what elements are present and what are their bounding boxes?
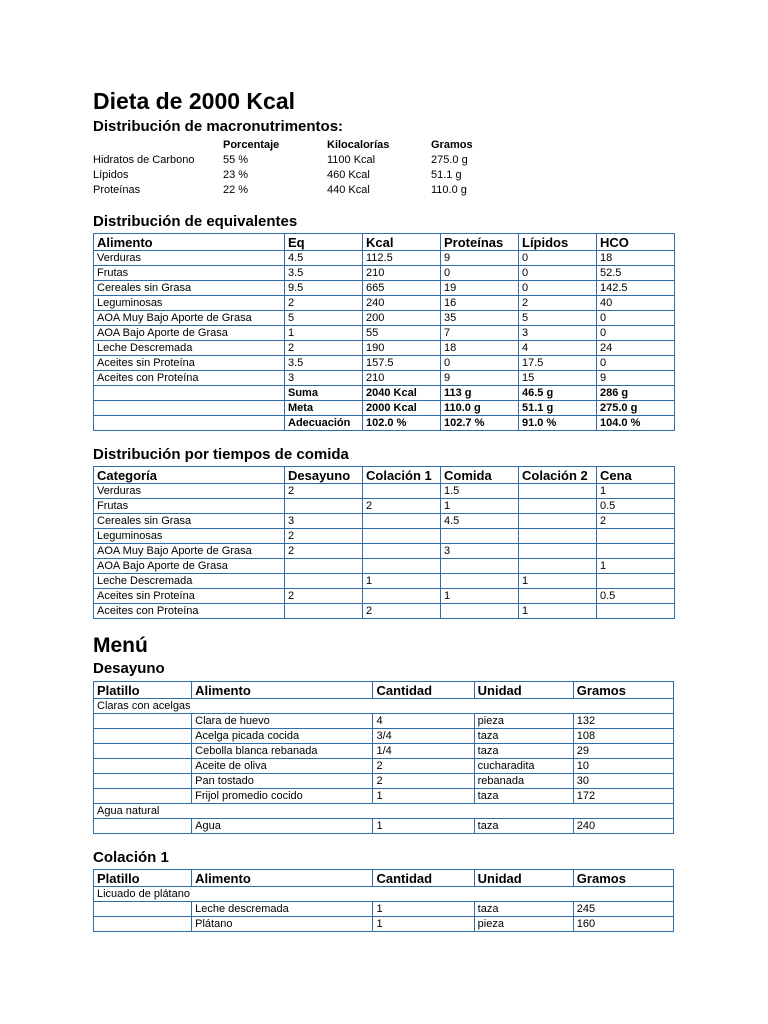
dish-name: Agua natural (94, 804, 674, 819)
meals-row (94, 544, 675, 559)
food-row-cell (94, 774, 192, 789)
meals-row-cell: 2 (285, 529, 363, 544)
meals-row-cell: 1 (597, 484, 675, 499)
equiv-summary-row (94, 416, 675, 431)
menu-header-cell: Cantidad (373, 682, 474, 699)
meals-row-cell (441, 559, 519, 574)
meals-row-cell (363, 544, 441, 559)
equiv-row-cell: 9 (597, 371, 675, 386)
food-row-cell (94, 744, 192, 759)
equiv-row-cell: Leguminosas (94, 296, 285, 311)
meals-row-cell: 1 (519, 574, 597, 589)
food-row-cell: 29 (573, 744, 673, 759)
dish-row (94, 699, 674, 714)
meals-row-cell: AOA Bajo Aporte de Grasa (94, 559, 285, 574)
equiv-row-cell: 55 (363, 326, 441, 341)
food-row-cell: 1 (373, 917, 474, 932)
meals-row (94, 559, 675, 574)
food-row-cell: 4 (373, 714, 474, 729)
equiv-row-cell: 9.5 (285, 281, 363, 296)
equiv-row (94, 251, 675, 266)
food-row-cell: 1/4 (373, 744, 474, 759)
meals-row-cell (363, 529, 441, 544)
meals-heading: Distribución por tiempos de comida (93, 446, 349, 463)
equiv-summary-row-cell: 275.0 g (597, 401, 675, 416)
macro-header-cell (93, 137, 223, 152)
meals-row-cell: Aceites sin Proteína (94, 589, 285, 604)
meals-row-cell: 2 (285, 484, 363, 499)
equiv-row-cell: AOA Bajo Aporte de Grasa (94, 326, 285, 341)
equiv-header-cell: Lípidos (519, 234, 597, 251)
food-row-cell (94, 729, 192, 744)
meals-row-cell: 1 (519, 604, 597, 619)
food-row-cell: Leche descremada (192, 902, 373, 917)
meals-row-cell (519, 544, 597, 559)
food-row-cell (94, 714, 192, 729)
macro-row-cell: 23 % (223, 168, 249, 181)
equiv-row-cell: Cereales sin Grasa (94, 281, 285, 296)
food-row-cell: taza (474, 902, 573, 917)
menu-header-cell: Unidad (474, 682, 573, 699)
food-row-cell: Aceite de oliva (192, 759, 373, 774)
food-row (94, 759, 674, 774)
food-row (94, 789, 674, 804)
meals-row-cell: 2 (363, 604, 441, 619)
macro-row-cell: 55 % (223, 153, 249, 166)
menu-header-cell: Unidad (474, 870, 573, 887)
equiv-header-cell: HCO (597, 234, 675, 251)
meals-row-cell: 2 (285, 544, 363, 559)
colacion1-header-row (94, 870, 674, 887)
meals-row-cell (597, 574, 675, 589)
equiv-row (94, 266, 675, 281)
meals-row (94, 484, 675, 499)
food-row (94, 917, 674, 932)
colacion1-heading: Colación 1 (93, 849, 169, 866)
equiv-row (94, 341, 675, 356)
meals-header-cell: Comida (441, 467, 519, 484)
food-row-cell: 2 (373, 774, 474, 789)
menu-header-cell: Platillo (94, 870, 192, 887)
meals-row-cell (285, 604, 363, 619)
equiv-row-cell: 210 (363, 371, 441, 386)
equiv-row (94, 296, 675, 311)
equiv-row-cell: Aceites sin Proteína (94, 356, 285, 371)
equiv-row-cell: 0 (519, 251, 597, 266)
food-row-cell: 1 (373, 902, 474, 917)
equiv-row-cell: 3.5 (285, 266, 363, 281)
macro-row-cell: Hidratos de Carbono (93, 153, 195, 166)
food-row-cell (94, 759, 192, 774)
desayuno-heading: Desayuno (93, 660, 165, 677)
equiv-row-cell: 2 (519, 296, 597, 311)
equiv-header-cell: Alimento (94, 234, 285, 251)
meals-row-cell: 1.5 (441, 484, 519, 499)
meals-row (94, 574, 675, 589)
food-row-cell: taza (474, 789, 573, 804)
menu-header-cell: Platillo (94, 682, 192, 699)
meals-row-cell: Cereales sin Grasa (94, 514, 285, 529)
meals-row (94, 589, 675, 604)
equiv-row-cell: 157.5 (363, 356, 441, 371)
equiv-row-cell: 210 (363, 266, 441, 281)
equiv-row-cell: 3 (519, 326, 597, 341)
food-row (94, 902, 674, 917)
equiv-row-cell: Leche Descremada (94, 341, 285, 356)
menu-header-cell: Alimento (192, 870, 373, 887)
equiv-row-cell: 190 (363, 341, 441, 356)
equiv-summary-row-cell (94, 416, 285, 431)
desayuno-header-row (94, 682, 674, 699)
food-row (94, 819, 674, 834)
meals-row-cell: AOA Muy Bajo Aporte de Grasa (94, 544, 285, 559)
food-row-cell: pieza (474, 714, 573, 729)
equiv-summary-row-cell: 2000 Kcal (363, 401, 441, 416)
food-row-cell: 132 (573, 714, 673, 729)
equiv-header-cell: Eq (285, 234, 363, 251)
equiv-row-cell: 35 (441, 311, 519, 326)
meals-row-cell (363, 589, 441, 604)
meals-row-cell: Leche Descremada (94, 574, 285, 589)
meals-header-cell: Colación 1 (363, 467, 441, 484)
dish-row (94, 887, 674, 902)
food-row (94, 714, 674, 729)
page-title: Dieta de 2000 Kcal (93, 88, 296, 114)
meals-row-cell: 4.5 (441, 514, 519, 529)
meals-row-cell (519, 589, 597, 604)
food-row-cell: 108 (573, 729, 673, 744)
equiv-summary-row-cell (94, 386, 285, 401)
meals-row-cell (285, 574, 363, 589)
food-row-cell (94, 819, 192, 834)
meals-row-cell (285, 559, 363, 574)
meals-row-cell (519, 529, 597, 544)
equiv-row-cell: Verduras (94, 251, 285, 266)
equiv-row-cell: 17.5 (519, 356, 597, 371)
menu-header-cell: Alimento (192, 682, 373, 699)
equiv-header-cell: Kcal (363, 234, 441, 251)
meals-row-cell: 1 (363, 574, 441, 589)
equiv-row-cell: 200 (363, 311, 441, 326)
macro-row-cell: 460 Kcal (327, 168, 370, 181)
meals-header-cell: Categoría (94, 467, 285, 484)
equiv-row-cell: 9 (441, 251, 519, 266)
food-row-cell: Agua (192, 819, 373, 834)
equiv-summary-row-cell: 102.7 % (441, 416, 519, 431)
equiv-row-cell: 24 (597, 341, 675, 356)
equiv-row (94, 371, 675, 386)
equiv-row (94, 281, 675, 296)
macro-header-row (93, 137, 511, 152)
macro-header-cell: Kilocalorías (327, 138, 390, 151)
equiv-row-cell: 2 (285, 296, 363, 311)
meals-row-cell (441, 574, 519, 589)
macro-header-cell: Gramos (431, 138, 473, 151)
macro-header-cell: Porcentaje (223, 138, 280, 151)
meals-row-cell: 3 (441, 544, 519, 559)
equiv-summary-row-cell: 104.0 % (597, 416, 675, 431)
equiv-summary-row-cell (94, 401, 285, 416)
dish-name: Licuado de plátano (94, 887, 674, 902)
meals-row-cell: Verduras (94, 484, 285, 499)
food-row-cell: 240 (573, 819, 673, 834)
equiv-row-cell: 2 (285, 341, 363, 356)
food-row-cell: 2 (373, 759, 474, 774)
menu-header-cell: Gramos (573, 682, 673, 699)
equiv-row-cell: 4.5 (285, 251, 363, 266)
food-row (94, 774, 674, 789)
macro-row-cell: 51.1 g (431, 168, 462, 181)
food-row-cell: Cebolla blanca rebanada (192, 744, 373, 759)
meals-row (94, 604, 675, 619)
food-row-cell: 1 (373, 789, 474, 804)
equiv-row (94, 326, 675, 341)
food-row-cell: rebanada (474, 774, 573, 789)
equiv-summary-row-cell: 113 g (441, 386, 519, 401)
equiv-summary-row-cell: 110.0 g (441, 401, 519, 416)
food-row-cell: pieza (474, 917, 573, 932)
meals-row-cell: 3 (285, 514, 363, 529)
equiv-row-cell: 112.5 (363, 251, 441, 266)
equiv-row-cell: 18 (597, 251, 675, 266)
food-row (94, 729, 674, 744)
equiv-row-cell: 0 (597, 311, 675, 326)
food-row-cell (94, 902, 192, 917)
equiv-summary-row-cell: 91.0 % (519, 416, 597, 431)
meals-header-cell: Cena (597, 467, 675, 484)
desayuno-table (93, 681, 674, 834)
equiv-summary-row (94, 386, 675, 401)
equiv-row-cell: 0 (441, 356, 519, 371)
equiv-summary-row-cell: 46.5 g (519, 386, 597, 401)
meals-row-cell: 1 (441, 499, 519, 514)
equiv-summary-row-cell: 2040 Kcal (363, 386, 441, 401)
food-row-cell: 245 (573, 902, 673, 917)
equiv-header-row (94, 234, 675, 251)
equiv-row-cell: 5 (285, 311, 363, 326)
meals-row-cell (441, 604, 519, 619)
meals-row-cell (519, 514, 597, 529)
meals-row-cell: 2 (285, 589, 363, 604)
food-row-cell: 160 (573, 917, 673, 932)
meals-row-cell (597, 529, 675, 544)
equiv-row-cell: 665 (363, 281, 441, 296)
equiv-summary-row-cell: 51.1 g (519, 401, 597, 416)
meals-row-cell (363, 559, 441, 574)
meals-header-cell: Desayuno (285, 467, 363, 484)
meals-table (93, 466, 675, 619)
food-row-cell: 1 (373, 819, 474, 834)
meals-row-cell (519, 499, 597, 514)
meals-row-cell: 1 (441, 589, 519, 604)
meals-row-cell: Leguminosas (94, 529, 285, 544)
meals-row-cell (285, 499, 363, 514)
menu-title: Menú (93, 634, 148, 657)
meals-row-cell: 0.5 (597, 589, 675, 604)
equiv-summary-row-cell: Meta (285, 401, 363, 416)
equiv-row-cell: 5 (519, 311, 597, 326)
dish-row (94, 804, 674, 819)
food-row-cell: taza (474, 819, 573, 834)
equiv-row-cell: 7 (441, 326, 519, 341)
macro-row-cell: 110.0 g (431, 183, 467, 196)
equiv-row-cell: Frutas (94, 266, 285, 281)
food-row-cell: 3/4 (373, 729, 474, 744)
equiv-row-cell: 15 (519, 371, 597, 386)
equiv-row-cell: 0 (519, 266, 597, 281)
food-row-cell: Frijol promedio cocido (192, 789, 373, 804)
food-row-cell (94, 917, 192, 932)
equiv-row-cell: 0 (519, 281, 597, 296)
equiv-row-cell: 1 (285, 326, 363, 341)
macro-row-cell: Lípidos (93, 168, 129, 181)
equiv-row-cell: 3.5 (285, 356, 363, 371)
macro-row (93, 167, 511, 182)
equiv-summary-row-cell: 102.0 % (363, 416, 441, 431)
meals-row (94, 514, 675, 529)
food-row-cell: taza (474, 744, 573, 759)
macro-row-cell: 1100 Kcal (327, 153, 376, 166)
macro-row-cell: Proteínas (93, 183, 141, 196)
food-row-cell: taza (474, 729, 573, 744)
meals-row-cell (597, 544, 675, 559)
food-row (94, 744, 674, 759)
macro-row-cell: 440 Kcal (327, 183, 370, 196)
meals-row-cell: 0.5 (597, 499, 675, 514)
meals-row-cell: 2 (597, 514, 675, 529)
macro-table (93, 137, 511, 197)
equiv-table (93, 233, 675, 431)
macro-row-cell: 275.0 g (431, 153, 468, 166)
equiv-row-cell: 52.5 (597, 266, 675, 281)
equiv-header-cell: Proteínas (441, 234, 519, 251)
meals-row-cell (519, 559, 597, 574)
macro-row-cell: 22 % (223, 183, 249, 196)
equiv-row-cell: 40 (597, 296, 675, 311)
meals-header-cell: Colación 2 (519, 467, 597, 484)
equiv-row-cell: 3 (285, 371, 363, 386)
food-row-cell: Plátano (192, 917, 373, 932)
meals-row (94, 529, 675, 544)
meals-row-cell (363, 484, 441, 499)
meals-row-cell (519, 484, 597, 499)
equiv-summary-row-cell: Adecuación (285, 416, 363, 431)
equiv-row (94, 311, 675, 326)
food-row-cell: Pan tostado (192, 774, 373, 789)
macro-row (93, 182, 511, 197)
colacion1-table (93, 869, 674, 932)
equiv-row-cell: 18 (441, 341, 519, 356)
equiv-row-cell: 240 (363, 296, 441, 311)
equiv-row-cell: 0 (441, 266, 519, 281)
meals-row-cell: Frutas (94, 499, 285, 514)
food-row-cell: 10 (573, 759, 673, 774)
meals-row-cell: 2 (363, 499, 441, 514)
equiv-row-cell: Aceites con Proteína (94, 371, 285, 386)
equiv-row-cell: 19 (441, 281, 519, 296)
equiv-row-cell: 4 (519, 341, 597, 356)
food-row-cell: Acelga picada cocida (192, 729, 373, 744)
equiv-row-cell: 9 (441, 371, 519, 386)
equiv-row-cell: 0 (597, 326, 675, 341)
meals-row (94, 499, 675, 514)
food-row-cell (94, 789, 192, 804)
meals-row-cell (441, 529, 519, 544)
food-row-cell: 172 (573, 789, 673, 804)
meals-row-cell (363, 514, 441, 529)
food-row-cell: 30 (573, 774, 673, 789)
menu-header-cell: Gramos (573, 870, 673, 887)
macro-heading: Distribución de macronutrimentos: (93, 118, 344, 135)
meals-row-cell (597, 604, 675, 619)
equiv-row-cell: 16 (441, 296, 519, 311)
menu-header-cell: Cantidad (373, 870, 474, 887)
equiv-row-cell: AOA Muy Bajo Aporte de Grasa (94, 311, 285, 326)
meals-row-cell: 1 (597, 559, 675, 574)
macro-row (93, 152, 511, 167)
equiv-summary-row (94, 401, 675, 416)
food-row-cell: cucharadita (474, 759, 573, 774)
equiv-heading: Distribución de equivalentes (93, 213, 298, 230)
equiv-summary-row-cell: 286 g (597, 386, 675, 401)
meals-row-cell: Aceites con Proteína (94, 604, 285, 619)
equiv-row (94, 356, 675, 371)
equiv-summary-row-cell: Suma (285, 386, 363, 401)
equiv-row-cell: 142.5 (597, 281, 675, 296)
meals-header-row (94, 467, 675, 484)
equiv-row-cell: 0 (597, 356, 675, 371)
dish-name: Claras con acelgas (94, 699, 674, 714)
food-row-cell: Clara de huevo (192, 714, 373, 729)
